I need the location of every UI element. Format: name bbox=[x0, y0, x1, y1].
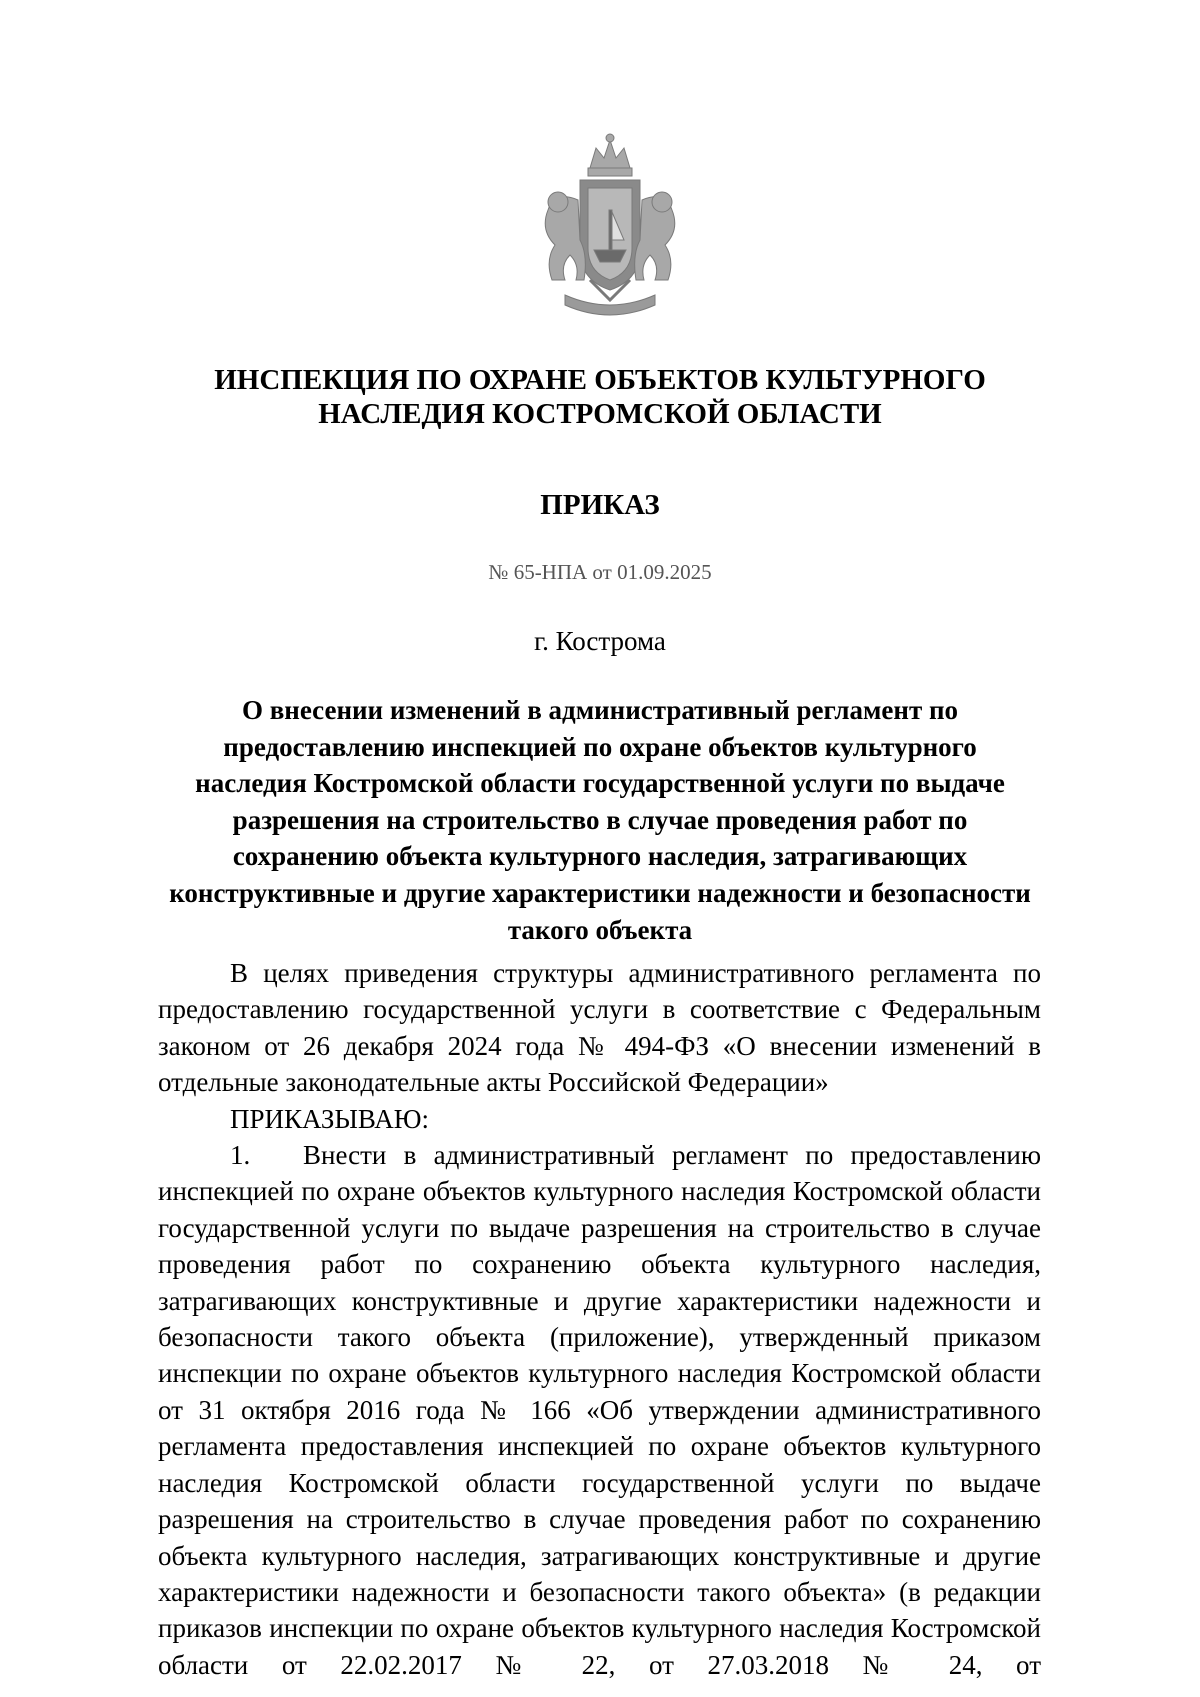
item-1-paragraph bbox=[158, 1137, 1041, 1683]
order-subject bbox=[158, 692, 1042, 948]
subject-line: О внесении изменений в административный регламент по bbox=[241, 695, 959, 725]
subject-line: наследия Костромской области государственной услуги по выдаче bbox=[195, 768, 1005, 799]
city: г. Кострома bbox=[534, 626, 666, 656]
organization-title bbox=[160, 363, 1040, 431]
order-word: ПРИКАЗЫВАЮ: bbox=[230, 1103, 429, 1134]
preamble-paragraph: В целях приведения структуры административного регламента по предоставлению государственной услуги в соответствие с Федеральным законом от 26 декабря 2024 года № 494-ФЗ «О внесении изменений в отдельные законодательные акты Российской Федерации» bbox=[158, 958, 1041, 1098]
organization-title-line-2: НАСЛЕДИЯ КОСТРОМСКОЙ ОБЛАСТИ bbox=[318, 398, 882, 430]
coat-of-arms-icon bbox=[510, 130, 710, 330]
subject-line: предоставлению инспекцией по охране объектов культурного bbox=[223, 731, 977, 762]
subject-line: разрешения на строительство в случае проведения работ по bbox=[232, 804, 968, 835]
item-1-number: 1. bbox=[230, 1140, 251, 1171]
subject-line: сохранению объекта культурного наследия, затрагивающих bbox=[232, 841, 968, 872]
subject-line: такого объекта bbox=[507, 914, 693, 945]
organization-title-line-1: ИНСПЕКЦИЯ ПО ОХРАНЕ ОБЪЕКТОВ КУЛЬТУРНОГО bbox=[214, 364, 986, 396]
document-type: ПРИКАЗ bbox=[540, 489, 660, 521]
order-body bbox=[158, 955, 1041, 1683]
item-1-text: Внести в административный регламент по предоставлению инспекцией по охране объектов культурного наследия Костромской области государственной услуги по выдаче разрешения на строительство в случае проведения работ по сохранению объекта культурного наследия, затрагивающих конструктивные и другие характеристики надежности и безопасности такого объекта (приложение), утвержденный приказом инспекции по охране объектов культурного наследия Костромской области от 31 октября 2016 года № 166 «Об утверждении административного регламента предоставления инспекцией по охране объектов культурного наследия Костромской области государственной услуги по выдаче разрешения на строительство в случае проведения работ по сохранению объекта культурного наследия, затрагивающих конструктивные и другие характеристики надежности и безопасности такого объекта» (в редакции приказов инспекции по охране объектов культурного наследия Костромской области от 22.02.2017 № 22, от 27.03.2018 № 24, от bbox=[158, 1140, 1041, 1680]
order-number: № 65-НПА от 01.09.2025 bbox=[488, 560, 712, 584]
subject-line: конструктивные и другие характеристики надежности и безопасности bbox=[169, 877, 1031, 908]
